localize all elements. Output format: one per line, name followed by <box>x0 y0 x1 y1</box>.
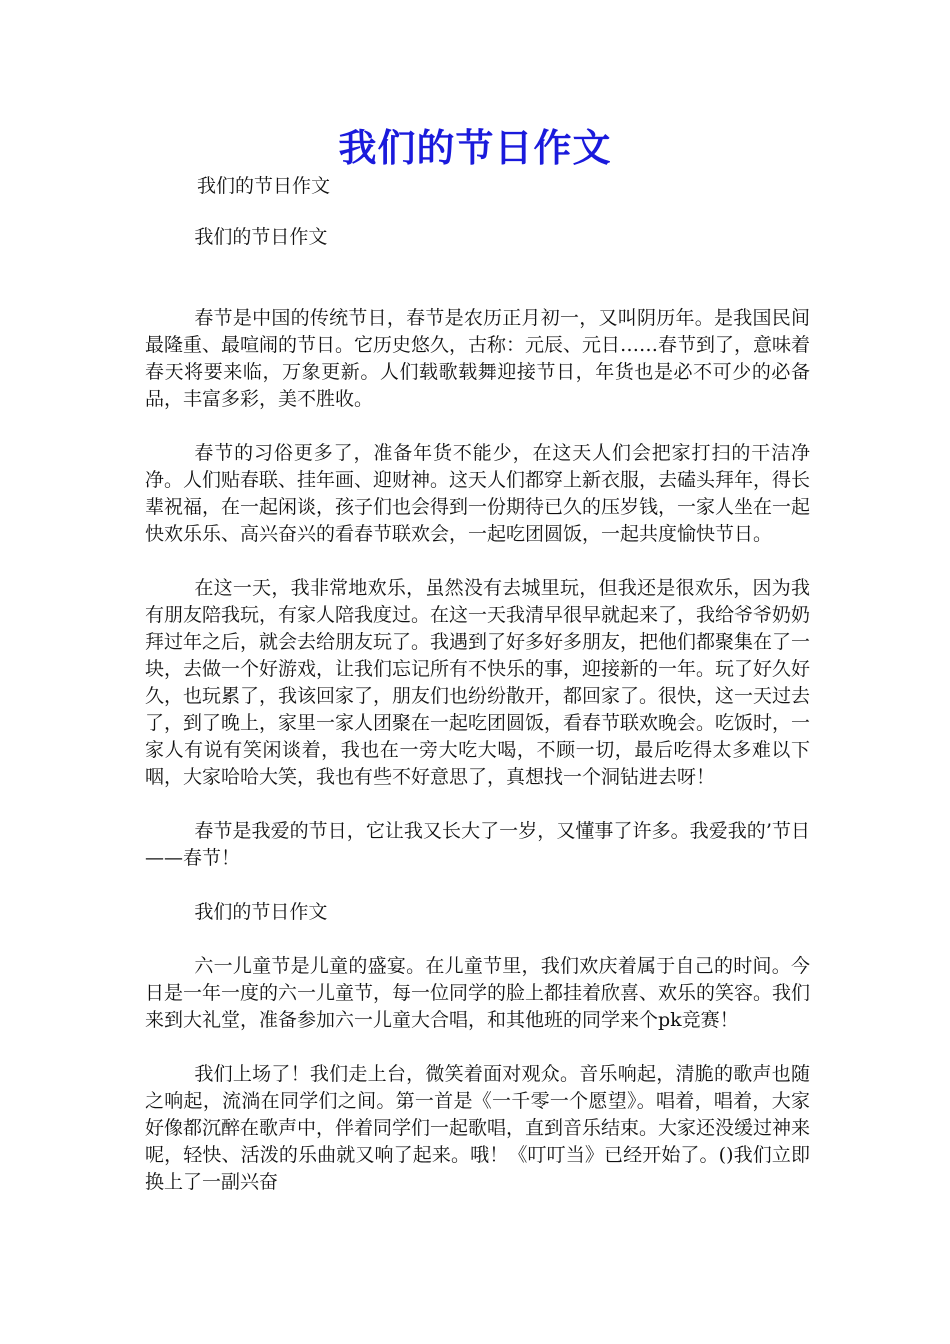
paragraph: 春节是我爱的节日，它让我又长大了一岁，又懂事了许多。我爱我的’节日——春节！ <box>145 820 810 869</box>
document-subtitle: 我们的节日作文 <box>197 175 331 197</box>
section-heading-2: 我们的节日作文 <box>194 901 328 923</box>
document-body <box>145 224 810 1223</box>
document-title: 我们的节日作文 <box>338 126 612 170</box>
paragraph: 春节的习俗更多了，准备年货不能少，在这天人们会把家打扫的干洁净净。人们贴春联、挂年画、迎财神。这天人们都穿上新衣服，去磕头拜年，得长辈祝福，在一起闲谈，孩子们也会得到一份期待已久的压岁钱，一家人坐在一起快欢乐乐、高兴奋兴的看春节联欢会，一起吃团圆饭，一起共度愉快节日。 <box>145 442 811 545</box>
paragraph: 在这一天，我非常地欢乐，虽然没有去城里玩，但我还是很欢乐，因为我有朋友陪我玩，有家人陪我度过。在这一天我清早很早就起来了，我给爷爷奶奶拜过年之后，就会去给朋友玩了。我遇到了好多好多朋友，把他们都聚集在了一块，去做一个好游戏，让我们忘记所有不快乐的事，迎接新的一年。玩了好久好久，也玩累了，我该回家了，朋友们也纷纷散开，都回家了。很快，这一天过去了，到了晚上，家里一家人团聚在一起吃团圆饭，看春节联欢晚会。吃饭时，一家人有说有笑闲谈着，我也在一旁大吃大喝，不顾一切，最后吃得太多难以下咽，大家哈哈大笑，我也有些不好意思了，真想找一个洞钻进去呀！ <box>145 577 811 788</box>
blank-line <box>145 278 810 305</box>
paragraph: 春节是中国的传统节日，春节是农历正月初一，又叫阴历年。是我国民间最隆重、最喧闹的节日。它历史悠久，古称：元辰、元日……春节到了，意味着春天将要来临，万象更新。人们载歌载舞迎接节日，年货也是必不可少的必备品，丰富多彩，美不胜收。 <box>145 307 811 410</box>
paragraph: 六一儿童节是儿童的盛宴。在儿童节里，我们欢庆着属于自己的时间。今日是一年一度的六一儿童节，每一位同学的脸上都挂着欣喜、欢乐的笑容。我们来到大礼堂，准备参加六一儿童大合唱，和其他班的同学来个pk竞赛！ <box>145 955 811 1031</box>
section-heading-1: 我们的节日作文 <box>194 226 328 248</box>
paragraph: 我们上场了！我们走上台，微笑着面对观众。音乐响起，清脆的歌声也随之响起，流淌在同学们之间。第一首是《一千零一个愿望》。唱着，唱着，大家好像都沉醉在歌声中，伴着同学们一起歌唱，直到音乐结束。大家还没缓过神来呢，轻快、活泼的乐曲就又响了起来。哦！《叮叮当》已经开始了。()我们立即换上了一副兴奋 <box>145 1063 811 1193</box>
